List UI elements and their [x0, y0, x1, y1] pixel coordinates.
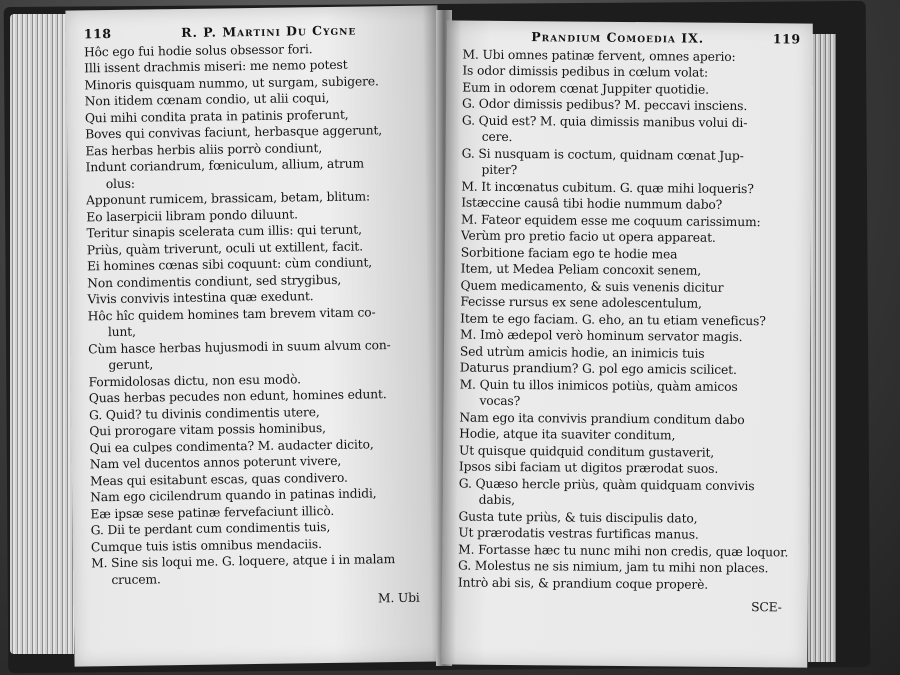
text-line: Boves qui convivas faciunt, herbasque aggerunt,: [85, 123, 383, 142]
text-line: M. It incœnatus cubitum. G. quæ mihi loqueris?: [461, 179, 754, 196]
text-line: Istæccine causâ tibi hodie nummum dabo?: [461, 195, 723, 212]
text-line: Meas qui esitabunt escas, quas condivero.: [89, 470, 348, 488]
text-line: Minoris quisquam nummo, ut surgam, subigere.: [84, 73, 379, 92]
text-line: G. Quid est? M. quia dimissis manibus volui di-: [461, 113, 748, 130]
text-line: G. Quid? tu divinis condimentis utere,: [88, 404, 320, 422]
text-line: vocas?: [479, 393, 521, 409]
text-line: G. Dii te perdant cum condimentis tuis,: [90, 519, 331, 538]
text-line: G. Odor dimissis pedibus? M. peccavi insciens.: [462, 96, 748, 114]
right-page-text: [458, 29, 801, 616]
text-line: Verùm pro pretio facio ut opera appareat.: [460, 228, 716, 245]
text-line: Quem medicamento, & suis venenis dicitur: [460, 278, 724, 295]
right-catchword: SCE-: [751, 600, 782, 615]
text-line: M. Ubi omnes patinæ fervent, omnes aperio:: [462, 47, 736, 64]
text-line: Non itidem cœnam condio, ut alii coqui,: [84, 90, 330, 109]
text-line: Daturus prandium? G. pol ego amicis scilicet.: [459, 360, 737, 377]
left-page-text: [84, 22, 434, 611]
text-line: Teritur sinapis scelerata cum illis: qui terunt,: [86, 222, 362, 241]
text-line: crucem.: [111, 571, 161, 587]
text-line: G. Quæso hercle priùs, quàm quidquam convivis: [458, 476, 755, 493]
text-line: M. Fortasse hæc tu nunc mihi non credis, quæ loquor.: [458, 542, 789, 559]
text-line: dabis,: [478, 492, 516, 508]
right-page-number: 119: [772, 31, 801, 47]
text-line: Ipsos sibi faciam ut digitos prærodat suos.: [458, 459, 719, 476]
text-line: gerunt,: [108, 357, 154, 373]
text-line: Indunt coriandrum, fœniculum, allium, atrum: [85, 156, 365, 175]
text-line: Vivis convivis intestina quæ exedunt.: [87, 289, 314, 307]
left-page-edges: [10, 14, 74, 654]
text-line: Nam vel ducentos annos poterunt vivere,: [89, 453, 342, 472]
text-line: Nam ego cicilendrum quando in patinas indidi,: [90, 486, 377, 505]
text-line: Eo laserpicii libram pondo diluunt.: [86, 206, 298, 224]
text-line: Quas herbas pecudes non edunt, homines edunt.: [88, 387, 387, 406]
text-line: G. Molestus ne sis nimium, jam tu mihi non places.: [457, 558, 769, 576]
left-page: [65, 5, 446, 666]
text-line: lunt,: [107, 324, 136, 340]
text-line: Is odor dimissis pedibus in cœlum volat:: [462, 63, 709, 80]
text-line: Gusta tute priùs, & tuis discipulis dato,: [458, 509, 698, 526]
text-line: Fecisse rursus ex sene adolescentulum,: [460, 294, 702, 311]
text-line: Priùs, quàm triverunt, oculi ut extillent, facit.: [86, 238, 364, 257]
text-line: Hôc ego fui hodie solus obsessor fori.: [83, 41, 313, 59]
text-line: M. Fateor equidem esse me coquum carissimum:: [461, 212, 761, 229]
text-line: Qui ea culpes condimenta? M. audacter dicito,: [89, 436, 374, 455]
text-line: Nam ego ita convivis prandium conditum dabo: [459, 410, 745, 427]
right-page-header: [463, 29, 801, 48]
right-page: [441, 20, 813, 667]
text-line: Qui prorogare vitam possis hominibus,: [89, 421, 326, 439]
text-line: Non condimentis condiunt, sed strygibus,: [87, 272, 342, 290]
text-line: Formidolosas dictu, non esu modò.: [88, 371, 301, 389]
text-line: Eas herbas herbis aliis porrò condiunt,: [85, 140, 323, 158]
left-running-head: R. P. Martini Du Cygne: [181, 22, 357, 41]
text-line: M. Sine sis loqui me. G. loquere, atque i in malam: [91, 552, 396, 571]
text-line: Qui mihi condita prata in patinis proferunt,: [84, 107, 349, 125]
text-line: Apponunt rumicem, brassicam, betam, blitum:: [85, 189, 371, 208]
text-line: M. Quin tu illos inimicos potiùs, quàm amicos: [459, 377, 738, 394]
text-line: Intrò abi sis, & prandium coque properè.: [457, 575, 709, 592]
text-line: Sed utrùm amicis hodie, an inimicis tuis: [459, 344, 705, 361]
text-line: G. Si nusquam is coctum, quidnam cœnat Jup-: [461, 146, 744, 163]
text-line: cere.: [481, 129, 513, 144]
text-line: Eum in odorem cœnat Juppiter quotidie.: [462, 80, 709, 97]
text-line: piter?: [481, 162, 518, 178]
text-line: Eæ ipsæ sese patinæ fervefaciunt illicò.: [90, 503, 335, 521]
text-line: Sorbitione faciam ego te hodie mea: [460, 245, 678, 261]
text-line: Item te ego faciam. G. eho, an tu etiam veneficus?: [460, 311, 766, 328]
text-line: Illi issent drachmis miseri: me nemo potest: [84, 57, 348, 76]
right-running-head: Prandium Comoedia IX.: [531, 29, 705, 46]
text-line: olus:: [105, 176, 135, 191]
left-page-number: 118: [83, 25, 112, 42]
text-line: Cùm hasce herbas hujusmodi in suum alvum con-: [88, 337, 391, 356]
right-page-lines: [458, 46, 801, 593]
text-line: Item, ut Medea Peliam concoxit senem,: [460, 261, 702, 278]
text-line: Cumque tuis istis omnibus mendaciis.: [90, 536, 322, 554]
left-catchword: M. Ubi: [377, 590, 420, 606]
text-line: Hôc hîc quidem homines tam brevem vitam co-: [87, 304, 376, 323]
text-line: Hodie, atque ita suaviter conditum,: [459, 426, 676, 443]
text-line: M. Imò ædepol verò hominum servator magis.: [460, 327, 743, 345]
left-page-lines: [84, 39, 434, 588]
text-line: Ut quisque quidquid conditum gustaverit,: [459, 443, 715, 460]
text-line: Ei homines cœnas sibi coquunt: cùm condiunt,: [86, 255, 373, 274]
text-line: Ut prærodatis vestras furtificas manus.: [458, 525, 699, 542]
right-page-edges: [808, 34, 836, 662]
